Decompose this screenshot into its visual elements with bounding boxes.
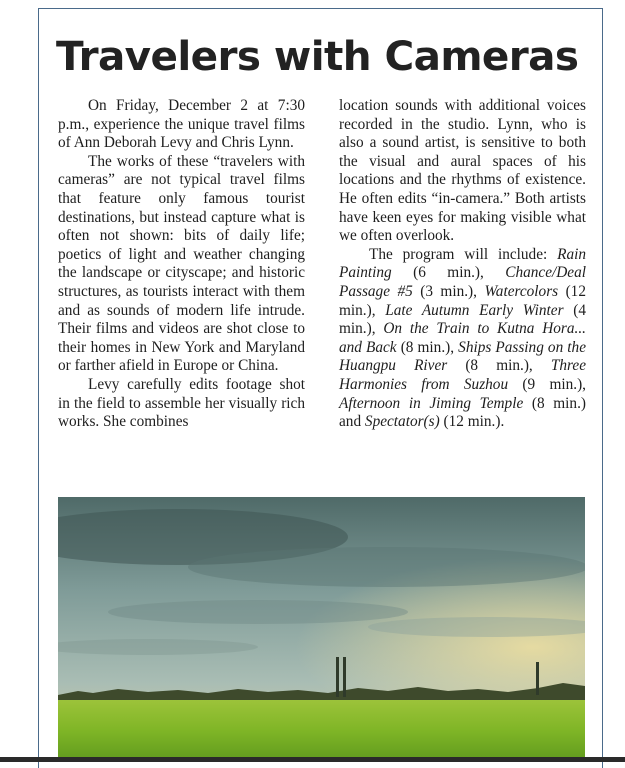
landscape-photo [58,497,585,762]
program-title: Late Autumn Early Winter [385,301,564,319]
program-title: Chance/Deal Passage #5 [339,264,586,300]
program-title: Rain Painting [339,245,586,282]
program-title: Spectator(s) [364,413,440,431]
program-joiner: and [339,413,362,431]
paragraph-program [339,246,586,432]
program-intro: The program will include: [369,245,548,263]
program-duration: (8 min.) [400,338,451,356]
paragraph-intro: On Friday, December 2 at 7:30 p.m., experience the unique travel films of Ann Deborah Levy and Chris Lynn. [58,97,305,152]
program-list: Rain Painting (6 min.), Chance/Deal Passage #5 (3 min.), Watercolors (12 min.), Late Autumn Early Winter (4 min.), On the Train to Kutna Hora... and Back (8 min.), Ships Passing on the Huangpu River (8 min.), Three Harmonies from Suzhou (9 min.), Afternoon in Jiming Temple (8 min.) and Spectator(s) (12 min.). [339,245,587,431]
program-duration: (6 min.) [413,264,481,282]
program-duration: (3 min.) [420,282,474,300]
program-duration: (4 min.) [339,301,586,338]
program-duration: (8 min.) [465,357,529,375]
program-title: Watercolors [484,282,559,300]
paragraph-levy: Levy carefully edits footage shot in the field to assemble her visually rich works. She combines [58,375,305,431]
program-title: Afternoon in Jiming Temple [339,394,524,412]
program-title: Three Harmonies from Suzhou [339,357,586,393]
program-duration: (8 min.) [531,394,586,412]
page-bottom-edge [0,757,625,762]
program-title: On the Train to Kutna Hora... and Back [339,320,587,356]
program-duration: (12 min.) [443,413,501,431]
program-duration: (12 min.) [339,282,586,319]
article-column-left [58,97,305,432]
article-title: Travelers with Cameras [56,32,579,80]
paragraph-works: The works of these “travelers with cameras” are not typical travel films that feature only famous tourist destinations, but instead capture what is often not shown: bits of daily life; poetics of light and weather changing the landscape or cityscape; and historic structures, as tourists interact with them and as sounds of modern life intrude. Their films and videos are shot close to their homes in New York and Maryland or farther afield in Europe or China. [58,152,305,375]
paragraph-continuation: location sounds with additional voices recorded in the studio. Lynn, who is also a sound artist, is sensitive to both the visual and aural spaces of his locations and the rhythms of existence. He often edits “in-camera.” Both artists have keen eyes for making visible what we often overlook. [339,97,586,245]
program-title: Ships Passing on the Huangpu River [339,338,586,375]
program-duration: (9 min.) [522,375,583,393]
article-column-right [339,97,586,432]
